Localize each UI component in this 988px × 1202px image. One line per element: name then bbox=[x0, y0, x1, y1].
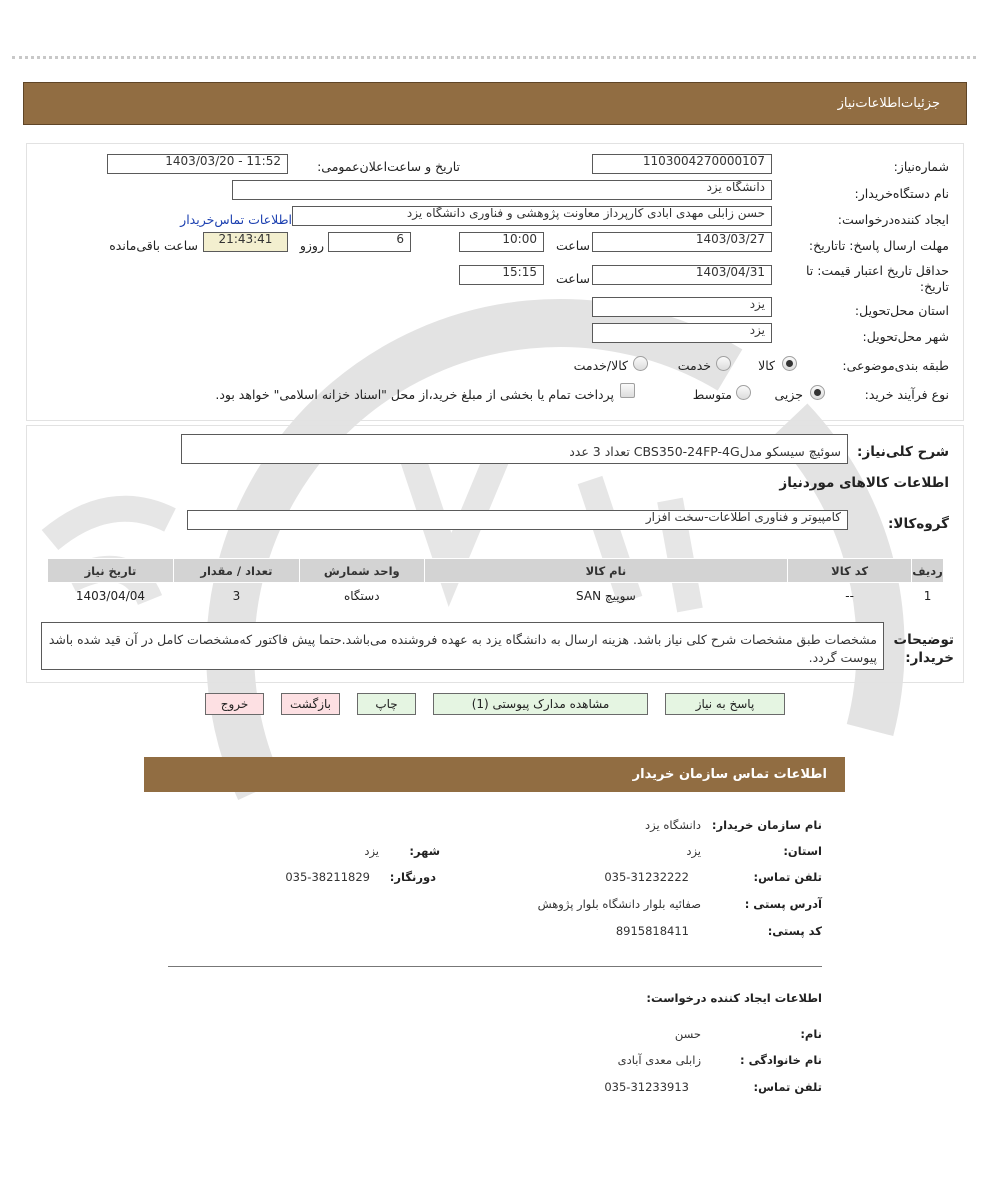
city-field: یزد bbox=[592, 323, 772, 343]
attachments-button[interactable]: مشاهده مدارک پیوستی (1) bbox=[433, 693, 648, 715]
validity-date-field: 1403/04/31 bbox=[592, 265, 772, 285]
creator-label: ایجاد کننده‌درخواست: bbox=[837, 212, 949, 227]
province-label: استان محل‌تحویل: bbox=[854, 303, 949, 318]
page-header bbox=[23, 82, 967, 125]
contact-city-label: شهر: bbox=[409, 844, 440, 858]
col-header-quantity: تعداد / مقدار bbox=[173, 559, 299, 583]
org-name-label: نام سازمان خریدار: bbox=[711, 818, 822, 832]
province-field: یزد bbox=[592, 297, 772, 317]
category-radio-goods[interactable] bbox=[782, 356, 797, 371]
page-title: جزئیات‌اطلاعات‌نیاز bbox=[837, 96, 940, 111]
summary-label: شرح کلی‌نیاز: bbox=[857, 444, 949, 460]
contact-address-label: آدرس پستی : bbox=[744, 897, 822, 911]
category-option-service: خدمت bbox=[677, 358, 711, 373]
summary-field: سوئیچ سیسکو مدلCBS350-24FP-4G تعداد 3 عدد bbox=[181, 434, 848, 464]
process-label: نوع فرآیند خرید: bbox=[864, 387, 949, 402]
exit-button[interactable]: خروج bbox=[205, 693, 264, 715]
creator-last-name-label: نام خانوادگی : bbox=[740, 1053, 822, 1067]
cell-code: -- bbox=[845, 588, 854, 603]
buyer-org-label: نام دستگاه‌خریدار: bbox=[854, 186, 949, 201]
buyer-org-field: دانشگاه یزد bbox=[232, 180, 772, 200]
deadline-date-field: 1403/03/27 bbox=[592, 232, 772, 252]
col-header-name: نام کالا bbox=[424, 559, 787, 583]
need-number-label: شماره‌نیاز: bbox=[893, 159, 949, 174]
need-number-field: 1103004270000107 bbox=[592, 154, 772, 174]
cell-quantity: 3 bbox=[232, 588, 241, 603]
category-option-goods: کالا bbox=[758, 358, 775, 373]
process-radio-medium[interactable] bbox=[736, 385, 751, 400]
validity-time-field: 15:15 bbox=[459, 265, 544, 285]
print-button[interactable]: چاپ bbox=[357, 693, 416, 715]
creator-phone-label: تلفن تماس: bbox=[753, 1080, 822, 1094]
goods-info-title: اطلاعات کالاهای مورد‌نیاز bbox=[779, 475, 949, 491]
creator-first-name-value: حسن bbox=[674, 1027, 701, 1041]
col-header-code: کد کالا bbox=[788, 559, 912, 583]
col-header-need-date: تاریخ نیاز bbox=[48, 559, 174, 583]
contact-fax-value: 035-38211829 bbox=[285, 870, 370, 884]
validity-time-label: ساعت bbox=[555, 271, 590, 286]
announce-field: 1403/03/20 - 11:52 bbox=[107, 154, 288, 174]
contact-section-header bbox=[144, 757, 845, 792]
creator-info-title: اطلاعات ایجاد کننده درخواست: bbox=[646, 991, 822, 1005]
remaining-label: ساعت باقی‌مانده bbox=[109, 238, 198, 253]
cell-need-date: 1403/04/04 bbox=[75, 588, 146, 603]
contact-province-value: یزد bbox=[686, 844, 701, 858]
days-label: روزو bbox=[299, 238, 324, 253]
category-radio-service[interactable] bbox=[716, 356, 731, 371]
table-header-row bbox=[48, 559, 944, 583]
contact-postal-label: کد پستی: bbox=[767, 924, 822, 938]
buyer-notes-label-text: توضیحات خریدار: bbox=[893, 632, 954, 666]
remaining-time-field: 21:43:41 bbox=[203, 232, 288, 252]
category-radio-goods-service[interactable] bbox=[633, 356, 648, 371]
reply-button[interactable]: پاسخ به نیاز bbox=[665, 693, 785, 715]
contact-address-value: صفائیه بلوار دانشگاه بلوار پژوهش bbox=[537, 897, 701, 911]
back-button[interactable]: بازگشت bbox=[281, 693, 340, 715]
contact-section-title: اطلاعات تماس سازمان خریدار bbox=[632, 767, 827, 782]
goods-table bbox=[47, 558, 944, 609]
process-radio-minor[interactable] bbox=[810, 385, 825, 400]
deadline-time-label: ساعت bbox=[555, 238, 590, 253]
col-header-row-number: ردیف bbox=[912, 559, 944, 583]
contact-city-value: یزد bbox=[364, 844, 379, 858]
deadline-time-field: 10:00 bbox=[459, 232, 544, 252]
cell-name: سوییچ SAN bbox=[576, 588, 636, 603]
deadline-label: مهلت ارسال پاسخ: تاتاریخ: bbox=[808, 238, 949, 253]
contact-phone-value: 035-31232222 bbox=[604, 870, 689, 884]
category-label: طبقه بندی‌موضوعی: bbox=[842, 358, 949, 373]
treasury-checkbox[interactable] bbox=[620, 383, 635, 398]
creator-phone-value: 035-31233913 bbox=[604, 1080, 689, 1094]
contact-postal-value: 8915818411 bbox=[615, 924, 689, 938]
treasury-note: پرداخت تمام یا بخشی از مبلغ خرید،از محل "اسناد خزانه اسلامی" خواهد بود. bbox=[215, 387, 614, 402]
org-name-value: دانشگاه یزد bbox=[645, 818, 701, 832]
buyer-notes-field: مشخصات طبق مشخصات شرح کلی نیاز باشد. هزینه ارسال به دانشگاه یزد به عهده فروشنده می‌باشد.حتما پیش فاکتور که‌مشخصات کامل در آن قید شده باشد پیوست گردد. bbox=[41, 622, 884, 670]
city-label: شهر محل‌تحویل: bbox=[862, 329, 949, 344]
creator-first-name-label: نام: bbox=[800, 1027, 822, 1041]
category-option-goods-service: کالا/خدمت bbox=[573, 358, 628, 373]
process-option-minor: جزیی bbox=[774, 387, 803, 402]
col-header-unit: واحد شمارش bbox=[299, 559, 424, 583]
creator-last-name-value: زابلی معدی آبادی bbox=[617, 1053, 701, 1067]
validity-label-text: حداقل تاریخ اعتبار قیمت: تا تاریخ: bbox=[805, 263, 949, 294]
days-field: 6 bbox=[328, 232, 411, 252]
contact-phone-label: تلفن تماس: bbox=[753, 870, 822, 884]
goods-group-field: کامپیوتر و فناوری اطلاعات-سخت افزار bbox=[187, 510, 848, 530]
process-option-medium: متوسط bbox=[692, 387, 732, 402]
buyer-notes-label bbox=[893, 631, 954, 667]
top-divider bbox=[12, 56, 976, 59]
table-row bbox=[48, 583, 944, 609]
validity-label bbox=[799, 263, 949, 295]
creator-field: حسن زابلی مهدی ابادی کارپرداز معاونت پژوهشی و فناوری دانشگاه یزد bbox=[292, 206, 772, 226]
cell-unit: دستگاه bbox=[343, 588, 380, 603]
buyer-contact-link[interactable]: اطلاعات تماس‌خریدار bbox=[180, 212, 292, 227]
goods-group-label: گروه‌کالا: bbox=[888, 516, 949, 532]
contact-fax-label: دورنگار: bbox=[389, 870, 436, 884]
contact-divider bbox=[168, 966, 822, 967]
announce-label: تاریخ و ساعت‌اعلان‌عمومی: bbox=[317, 159, 460, 174]
contact-province-label: استان: bbox=[783, 844, 822, 858]
cell-row-number: 1 bbox=[923, 588, 932, 603]
